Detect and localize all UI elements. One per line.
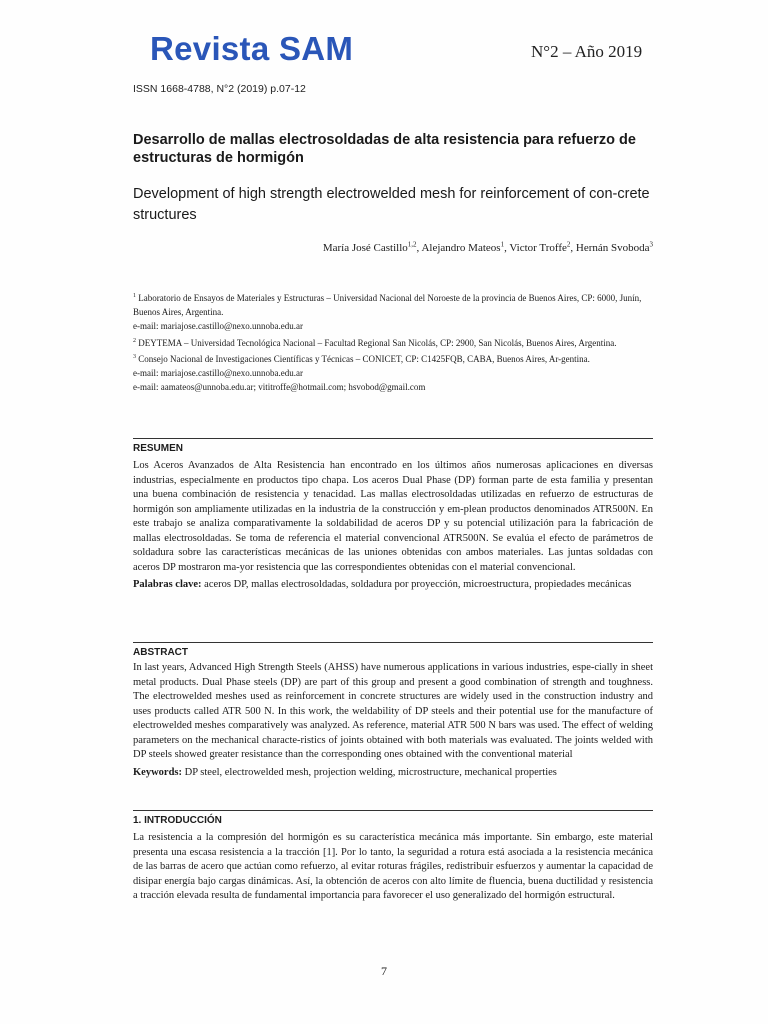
- keywords-label: Palabras clave:: [133, 579, 202, 590]
- affiliations: [133, 289, 653, 394]
- keywords-list: DP steel, electrowelded mesh, projection welding, microstructure, mechanical properties: [182, 766, 557, 778]
- author: Alejandro Mateos$^1$,: [421, 240, 510, 254]
- affiliation-email: e-mail: mariajose.castillo@nexo.unnoba.edu.ar: [133, 368, 303, 379]
- palabras-clave: [133, 578, 653, 592]
- author-list: [323, 240, 653, 254]
- abstract-text: In last years, Advanced High Strength Steels (AHSS) have numerous applications in various industries, espe-cially in sheet metal products. Dual Phase steels (DP) are part of this group and present a good combination of strength and toughness. The electrowelded meshes used as reinforcement in concrete structures are widely used in the construction industry and uses products called ATR 500 N. In this work, the weldability of DP steels and their potential use for the manufacture of electrowelded meshes comparatively was analyzed. As reference, material ATR 500 N bars was used. The effect of welding parameters on the mechanical characte-ristics of joints obtained with both materials was evaluated. The joints welded with DP steels showed greater resistance than the corresponding ones obtained with the conventional material: [133, 662, 653, 760]
- journal-name: Revista SAM: [150, 30, 354, 67]
- abstract-section: [133, 642, 653, 780]
- page-number: 7: [381, 964, 387, 978]
- issn-line: ISSN 1668-4788, N°2 (2019) p.07-12: [133, 83, 306, 95]
- keywords-list: aceros DP, mallas electrosoldadas, soldadura por proyección, microestructura, propiedades mecánicas: [201, 579, 632, 590]
- section-divider: [133, 810, 653, 811]
- title-english: Development of high strength electrowelded mesh for reinforcement of con-crete structures: [133, 186, 650, 223]
- affiliation-email: e-mail: aamateos@unnoba.edu.ar; vititroffe@hotmail.com; hsvobod@gmail.com: [133, 382, 426, 393]
- abstract-heading: ABSTRACT: [133, 647, 188, 658]
- keywords-label: Keywords:: [133, 766, 182, 778]
- section-divider: [133, 438, 653, 439]
- resumen-section: [133, 438, 653, 592]
- keywords: [133, 766, 653, 780]
- affiliation: $^3$ Consejo Nacional de Investigaciones Científicas y Técnicas – CONICET, CP: C1425FQB, CABA, Buenos Aires, Ar-gentina.: [133, 353, 590, 364]
- issue-number: N°2 – Año 2019: [531, 42, 643, 61]
- section-divider: [133, 642, 653, 643]
- author: María José Castillo$^{1,2}$,: [322, 240, 422, 254]
- author: Hernán Svoboda$^3$: [575, 240, 653, 254]
- introduccion-text: La resistencia a la compresión del hormigón es su característica mecánica más importante. Sin embargo, este material presenta una escasa resistencia a la tracción [1]. Por lo tanto, la seguridad a rotura está asociada a la resistencia mecánica de las barras de acero que actúan como refuerzo, al evitar roturas frágiles, redistribuir esfuerzos y aumentar la capacidad de disipar energía bajo cargas dinámicas. Así, la obtención de aceros con alto límite de fluencia, buena ductilidad y resistencia a tracción elevada resulta de fundamental importancia para favorecer el uso generalizado del hormigón estructural.: [133, 832, 653, 901]
- affiliation: $^2$ DEYTEMA – Universidad Tecnológica Nacional – Facultad Regional San Nicolás, CP: 2900, San Nicolás, Buenos Aires, Argentina.: [133, 337, 617, 348]
- title-spanish: Desarrollo de mallas electrosoldadas de alta resistencia para refuerzo de estructuras de hormigón: [133, 132, 636, 166]
- affiliation-email: e-mail: mariajose.castillo@nexo.unnoba.edu.ar: [133, 321, 303, 332]
- introduccion-heading: 1. INTRODUCCIÓN: [133, 815, 222, 826]
- author: Victor Troffe$^2$,: [509, 240, 576, 254]
- introduccion-section: [133, 810, 653, 904]
- affiliation: $^1$ Laboratorio de Ensayos de Materiales y Estructuras – Universidad Nacional del Noroeste de la provincia de Buenos Aires, CP: 6000, Junín, Buenos Aires, Argentina.: [133, 293, 642, 318]
- resumen-heading: RESUMEN: [133, 443, 184, 454]
- resumen-text: Los Aceros Avanzados de Alta Resistencia han encontrado en los últimos años numerosas aplicaciones en diversas industrias, especialmente en productos tipo chapa. Los aceros Dual Phase (DP) forman parte de esta familia y presentan una buena combinación de resistencia y tenacidad. Las mallas electrosoldadas utilizadas en refuerzo de estructuras de hormigón son ampliamente utilizadas en la industria de la construcción y em-plean productos denominados ATR500N. En este trabajo se analiza comparativamente la soldabilidad de aceros DP y su potencial utilización para la fabricación de mallas electrosoldadas. Se toma de referencia el material convencional ATR500N. Se evalúa el efecto de parámetros de soldadura sobre las características mecánicas de las uniones obtenidas con ambos materiales. Las juntas soldadas con aceros DP mostraron ma-yor resistencia que las correspondientes obtenidas con el material convencional.: [133, 460, 653, 573]
